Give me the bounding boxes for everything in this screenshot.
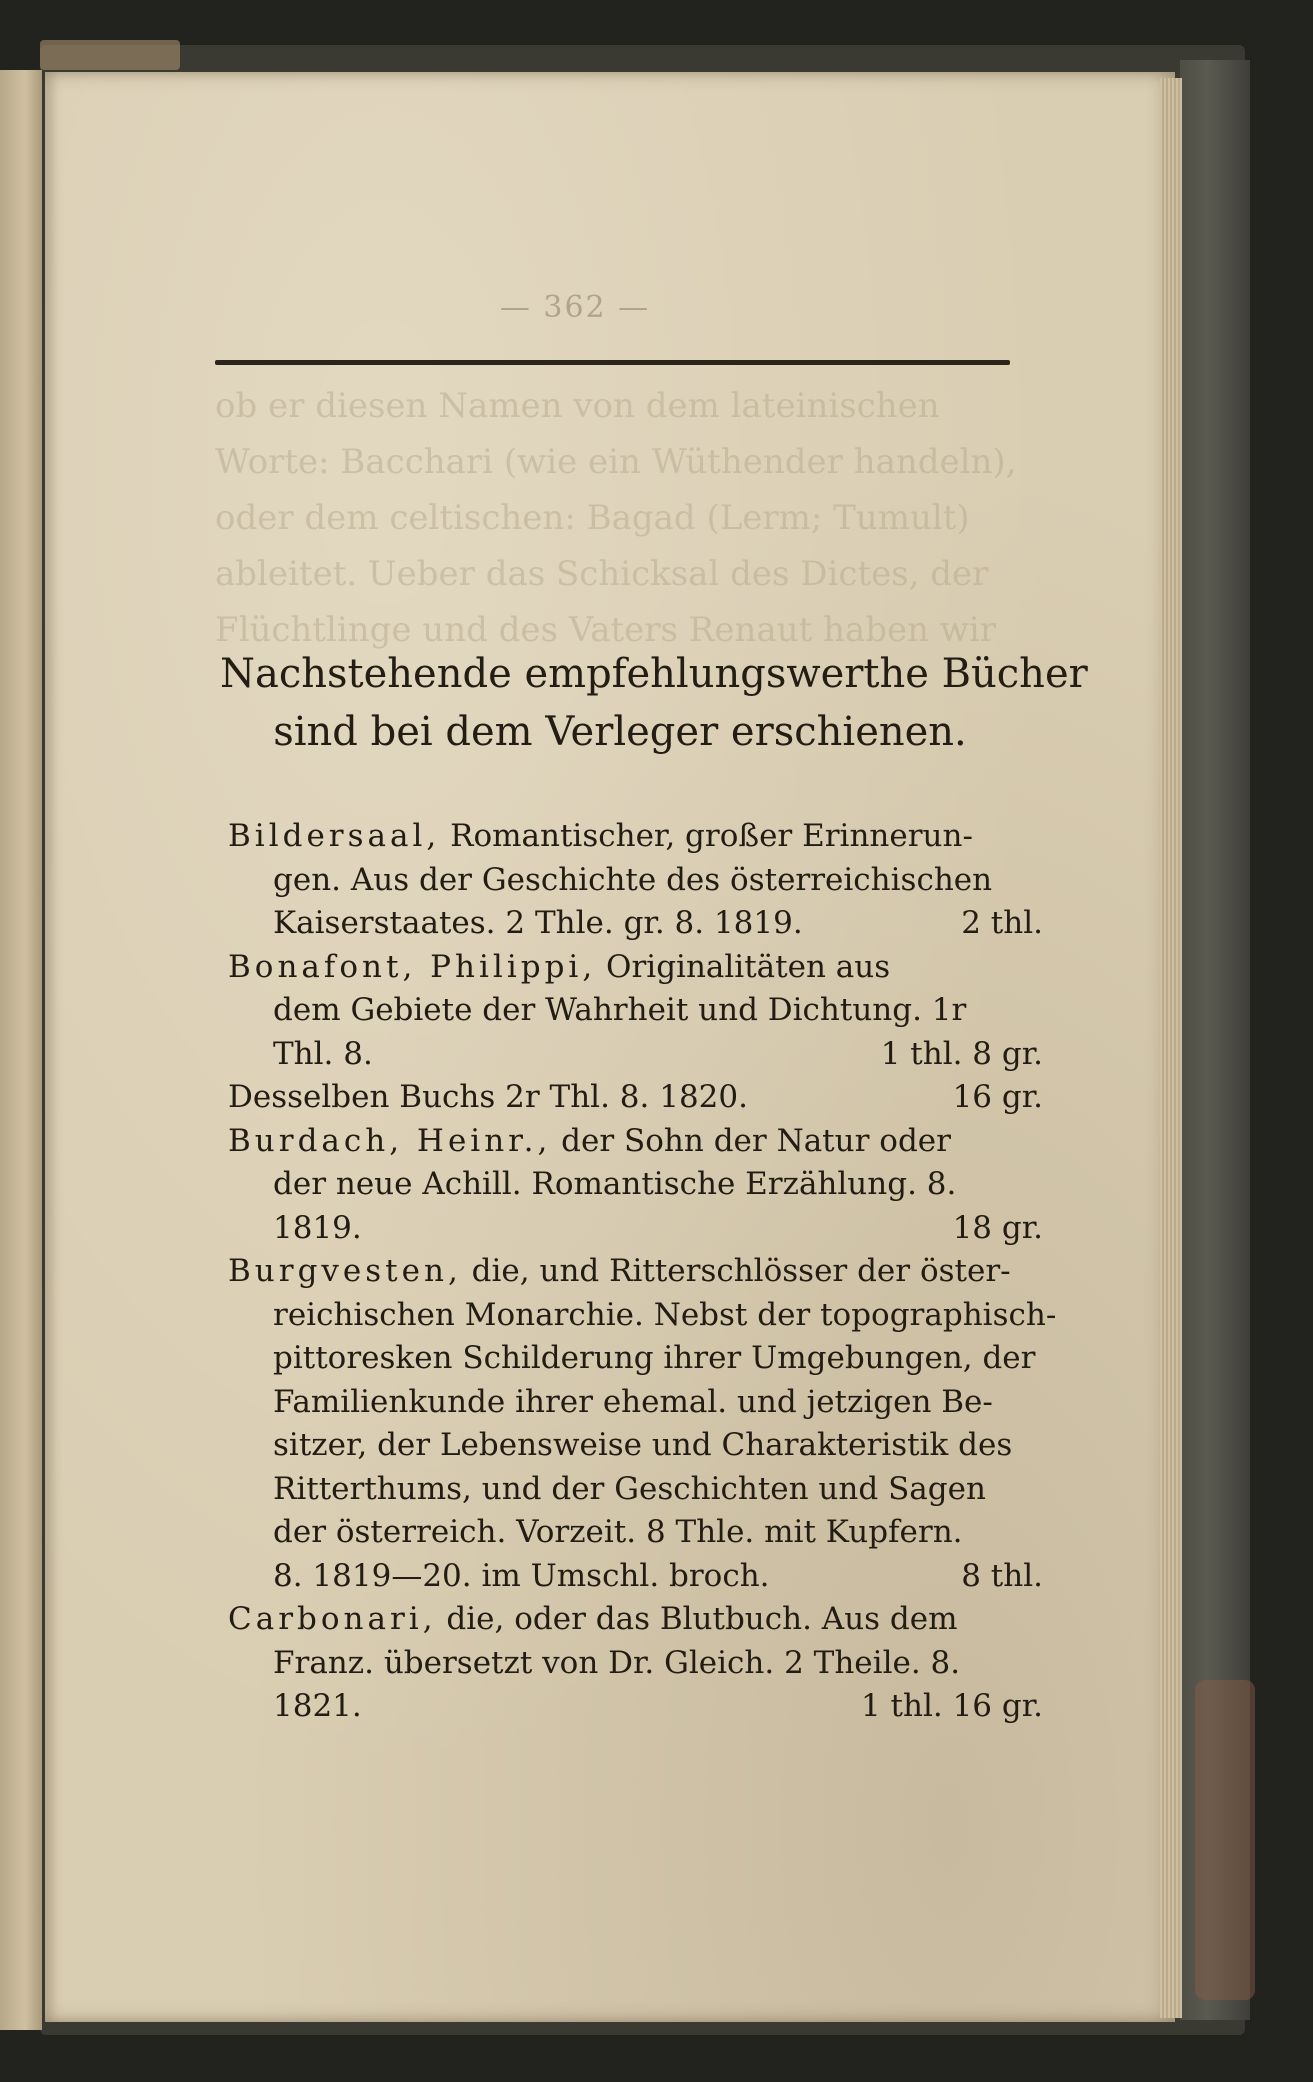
entry-line [228, 1381, 1043, 1425]
bleed-through-line: Flüchtlinge und des Vaters Renaut haben wir [215, 610, 997, 650]
bleed-through-line: Worte: Bacchari (wie ein Wüthender handeln), [215, 442, 1017, 482]
entry-author: Burdach, Heinr., [228, 1122, 552, 1159]
entry-text: 1821. [273, 1688, 362, 1724]
entry-text: Romantischer, großer Erinnerun- [440, 818, 973, 854]
entry-text: die, oder das Blutbuch. Aus dem [436, 1601, 958, 1637]
entry-line [228, 1207, 1043, 1251]
entry-text: Desselben Buchs 2r Thl. 8. 1820. [228, 1079, 748, 1115]
book-entry [228, 1598, 1043, 1729]
entry-text: reichischen Monarchie. Nebst der topographisch- [273, 1296, 1057, 1333]
header-rule [215, 360, 1010, 365]
entry-text: Familienkunde ihrer ehemal. und jetzigen Be- [273, 1383, 993, 1420]
entry-price: 2 thl. [961, 905, 1043, 941]
facing-page-strip [0, 70, 42, 2030]
entry-price: 1 thl. 16 gr. [860, 1688, 1043, 1724]
entry-line [228, 1250, 1043, 1294]
entry-price: 18 gr. [952, 1209, 1043, 1246]
entry-price: 8 thl. [961, 1557, 1043, 1594]
book-entry [228, 946, 1043, 1077]
cover-wear [40, 40, 180, 70]
entry-line [228, 902, 1043, 946]
entry-text: gen. Aus der Geschichte des österreichischen [273, 861, 993, 898]
entry-line [228, 815, 1043, 859]
bleed-through-line: oder dem celtischen: Bagad (Lerm; Tumult) [215, 498, 970, 538]
entry-text: dem Gebiete der Wahrheit und Dichtung. 1r [273, 992, 967, 1028]
entry-text: der neue Achill. Romantische Erzählung. 8. [273, 1166, 957, 1202]
entry-author: Bildersaal, [228, 818, 441, 854]
entry-text: Originalitäten aus [596, 948, 891, 985]
book-entry [228, 1076, 1043, 1120]
entry-text: Thl. 8. [273, 1035, 373, 1072]
entry-line [228, 989, 1043, 1033]
page-edge [1160, 78, 1182, 2018]
entry-author: Carbonari, [228, 1601, 437, 1637]
entry-text: 8. 1819—20. im Umschl. broch. [273, 1557, 770, 1594]
entry-line [228, 1337, 1043, 1381]
entry-text: der österreich. Vorzeit. 8 Thle. mit Kupfern. [273, 1514, 963, 1550]
entry-line [228, 1555, 1043, 1599]
entry-line [228, 1120, 1043, 1164]
section-heading [220, 645, 1088, 761]
entry-line [228, 1033, 1043, 1077]
bleed-through-line: ableitet. Ueber das Schicksal des Dictes, der [215, 554, 989, 594]
book-list [228, 815, 1057, 1729]
entry-price: 16 gr. [952, 1079, 1043, 1115]
page-number: — 362 — [499, 290, 651, 325]
entry-author: Bonafont, Philippi, [228, 948, 597, 985]
entry-price: 1 thl. 8 gr. [880, 1035, 1043, 1072]
cover-stain [1195, 1680, 1255, 2000]
book-entry [228, 1250, 1057, 1598]
entry-text: die, und Ritterschlösser der öster- [461, 1253, 1011, 1289]
bleed-through-line: ob er diesen Namen von dem lateinischen [215, 386, 940, 426]
entry-line [228, 1468, 1043, 1512]
book-entry [228, 815, 1043, 946]
entry-author: Burgvesten, [228, 1253, 462, 1289]
entry-line [228, 946, 1043, 990]
heading-line: Nachstehende empfehlungswerthe Bücher [220, 651, 1088, 697]
entry-line [228, 1685, 1043, 1729]
book-entry [228, 1120, 1043, 1251]
entry-text: Franz. übersetzt von Dr. Gleich. 2 Theile. 8. [273, 1644, 961, 1681]
entry-text: Ritterthums, und der Geschichten und Sagen [273, 1470, 986, 1507]
entry-text: 1819. [273, 1209, 362, 1246]
bleed-through-text [215, 378, 1015, 658]
entry-line [228, 1163, 1043, 1207]
entry-text: sitzer, der Lebensweise und Charakteristik des [273, 1427, 1013, 1463]
entry-text: pittoresken Schilderung ihrer Umgebungen, der [273, 1340, 1036, 1376]
heading-line: sind bei dem Verleger erschienen. [273, 709, 967, 755]
entry-line [228, 1598, 1043, 1642]
entry-text: der Sohn der Natur oder [551, 1122, 951, 1159]
entry-text: Kaiserstaates. 2 Thle. gr. 8. 1819. [273, 905, 803, 941]
entry-line [228, 1424, 1043, 1468]
entry-line [228, 1076, 1043, 1120]
entry-line [228, 859, 1043, 903]
entry-line [228, 1294, 1057, 1338]
entry-line [228, 1642, 1043, 1686]
entry-line [228, 1511, 1043, 1555]
